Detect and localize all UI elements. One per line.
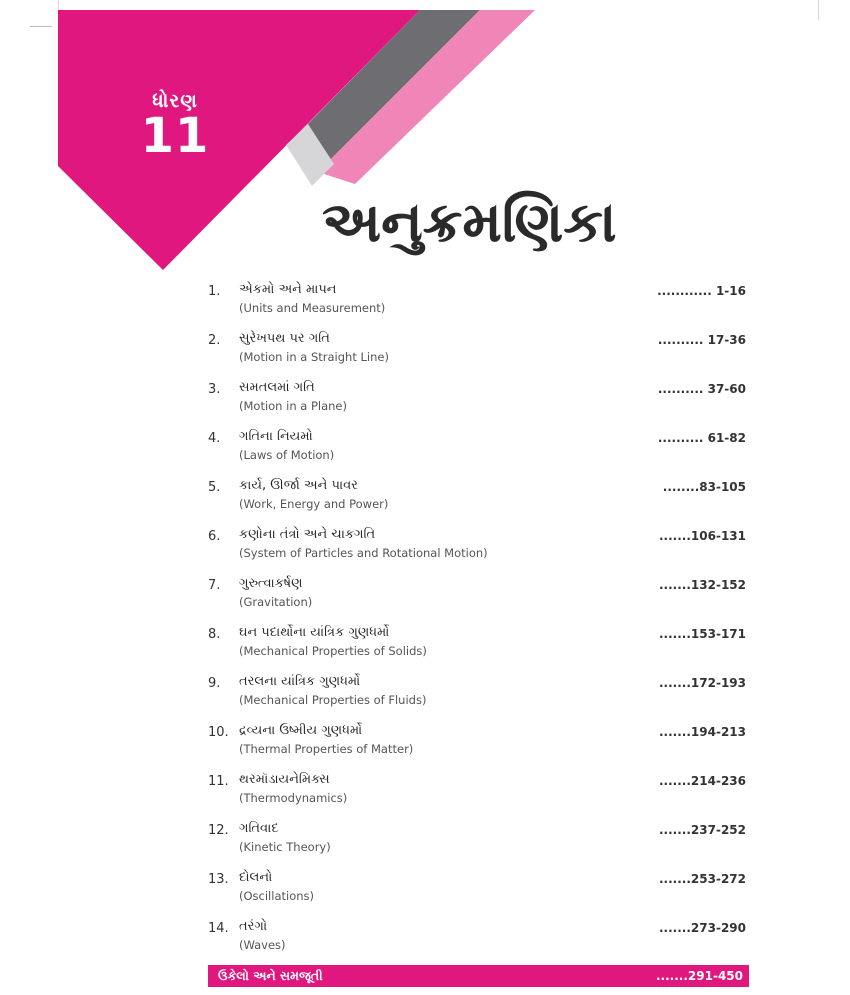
chapter-number: 13. <box>208 872 229 887</box>
chapter-number: 14. <box>208 921 229 936</box>
chapter-title-gujarati: ગુરુત્વાકર્ષણ <box>239 576 303 591</box>
chapter-title-gujarati: એકમો અને માપન <box>239 282 337 297</box>
chapter-number: 3. <box>208 382 221 397</box>
chapter-number: 7. <box>208 578 221 593</box>
chapter-pages: .......214-236 <box>659 774 746 788</box>
grade-label: ધોરણ <box>152 90 198 112</box>
chapter-number: 1. <box>208 284 221 299</box>
chapter-title-gujarati: કાર્ય, ઊર્જા અને પાવર <box>239 478 358 493</box>
chapter-number: 12. <box>208 823 229 838</box>
solutions-footer-bar[interactable] <box>208 965 749 987</box>
chapter-title-english: (Thermodynamics) <box>239 791 348 805</box>
toc-item[interactable] <box>200 919 755 968</box>
chapter-pages: .......... 17-36 <box>657 333 746 347</box>
chapter-title-english: (Motion in a Straight Line) <box>239 350 389 364</box>
toc-item[interactable] <box>200 282 755 331</box>
chapter-pages: .......237-252 <box>659 823 746 837</box>
chapter-title-gujarati: થરમૉડાયનેમિક્સ <box>239 772 330 787</box>
solutions-label: ઉકેલો અને સમજૂતી <box>218 968 323 983</box>
toc-item[interactable] <box>200 429 755 478</box>
chapter-title-english: (Thermal Properties of Matter) <box>239 742 414 756</box>
toc-item[interactable] <box>200 674 755 723</box>
chapter-title-english: (Units and Measurement) <box>239 301 386 315</box>
chapter-pages: .......172-193 <box>659 676 746 690</box>
table-of-contents <box>200 282 755 968</box>
chapter-title-english: (Gravitation) <box>239 595 313 609</box>
chapter-pages: .......194-213 <box>659 725 746 739</box>
chapter-title-english: (Work, Energy and Power) <box>239 497 389 511</box>
chapter-title-gujarati: ગતિના નિયમો <box>239 429 313 444</box>
chapter-title-english: (Mechanical Properties of Solids) <box>239 644 427 658</box>
chapter-number: 5. <box>208 480 221 495</box>
toc-item[interactable] <box>200 821 755 870</box>
chapter-title-english: (System of Particles and Rotational Motion) <box>239 546 488 560</box>
chapter-pages: .......253-272 <box>659 872 746 886</box>
chapter-title-english: (Oscillations) <box>239 889 314 903</box>
toc-item[interactable] <box>200 527 755 576</box>
chapter-title-gujarati: તરલના યાંત્રિક ગુણધર્મો <box>239 674 361 689</box>
chapter-pages: .......... 61-82 <box>657 431 746 445</box>
toc-item[interactable] <box>200 576 755 625</box>
chapter-title-english: (Motion in a Plane) <box>239 399 347 413</box>
chapter-number: 10. <box>208 725 229 740</box>
toc-item[interactable] <box>200 625 755 674</box>
toc-item[interactable] <box>200 723 755 772</box>
toc-item[interactable] <box>200 380 755 429</box>
toc-item[interactable] <box>200 478 755 527</box>
chapter-number: 8. <box>208 627 221 642</box>
chapter-number: 6. <box>208 529 221 544</box>
chapter-title-gujarati: દ્રવ્યના ઉષ્મીય ગુણધર્મો <box>239 723 363 738</box>
page-title: અનુક્રમણિકા <box>322 190 617 255</box>
chapter-title-gujarati: કણોના તંત્રો અને ચાકગતિ <box>239 527 376 542</box>
chapter-pages: .......153-171 <box>659 627 746 641</box>
grade-number: 11 <box>140 108 210 164</box>
chapter-pages: .......... 37-60 <box>657 382 746 396</box>
chapter-title-gujarati: સમતલમાં ગતિ <box>239 380 315 395</box>
chapter-title-gujarati: દોલનો <box>239 870 273 885</box>
chapter-pages: ........83-105 <box>662 480 746 494</box>
chapter-title-english: (Mechanical Properties of Fluids) <box>239 693 427 707</box>
chapter-title-english: (Laws of Motion) <box>239 448 335 462</box>
chapter-title-english: (Waves) <box>239 938 286 952</box>
chapter-pages: .......106-131 <box>659 529 746 543</box>
chapter-pages: .......273-290 <box>659 921 746 935</box>
toc-item[interactable] <box>200 870 755 919</box>
chapter-pages: ............ 1-16 <box>657 284 746 298</box>
chapter-title-gujarati: ઘન પદાર્થોના યાંત્રિક ગુણધર્મો <box>239 625 390 640</box>
chapter-number: 4. <box>208 431 221 446</box>
chapter-title-gujarati: તરંગો <box>239 919 268 934</box>
chapter-number: 11. <box>208 774 229 789</box>
chapter-number: 2. <box>208 333 221 348</box>
chapter-title-english: (Kinetic Theory) <box>239 840 331 854</box>
chapter-title-gujarati: સુરેખપથ પર ગતિ <box>239 331 330 346</box>
chapter-title-gujarati: ગતિવાદ <box>239 821 279 836</box>
chapter-pages: .......132-152 <box>659 578 746 592</box>
chapter-number: 9. <box>208 676 221 691</box>
toc-item[interactable] <box>200 772 755 821</box>
toc-item[interactable] <box>200 331 755 380</box>
solutions-pages: .......291-450 <box>656 969 743 983</box>
